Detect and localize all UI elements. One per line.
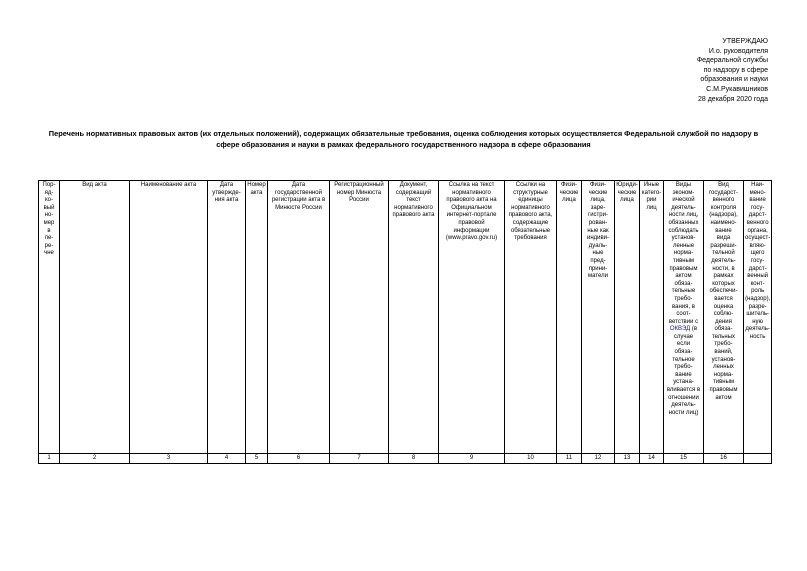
okved-link[interactable]: ОКВЭД xyxy=(669,326,691,333)
column-number: 12 xyxy=(582,454,615,464)
column-number: 14 xyxy=(640,454,664,464)
column-number: 15 xyxy=(664,454,704,464)
approval-line: образования и науки xyxy=(700,76,768,84)
col-header-registration-number: Регистрационный номер Минюста России xyxy=(330,181,389,454)
column-number: 1 xyxy=(39,454,60,464)
col-header-act-type: Вид акта xyxy=(60,181,130,454)
col-header-order-number: Пор- яд- ко- вый но- мер в пе- ре- чне xyxy=(39,181,60,454)
col-header-act-name: Наименование акта xyxy=(130,181,208,454)
approval-date: 28 декабря 2020 года xyxy=(697,95,768,103)
col-header-document: Документ, содержащий текст нормативного правового акта xyxy=(389,181,439,454)
approval-block xyxy=(598,37,768,104)
column-number: 16 xyxy=(704,454,744,464)
column-number: 9 xyxy=(439,454,505,464)
col-header-portal-link: Ссылка на текст нормативного правового акта на Официальном интернет-портале правовой информации (www.pravo.gov.ru) xyxy=(439,181,505,454)
column-number: 7 xyxy=(330,454,389,464)
col-header-individuals: Физи- ческие лица xyxy=(557,181,582,454)
column-number: 5 xyxy=(246,454,268,464)
col-header-act-number: Номер акта xyxy=(246,181,268,454)
column-number: 6 xyxy=(268,454,330,464)
column-number: 11 xyxy=(557,454,582,464)
approval-line: УТВЕРЖДАЮ xyxy=(722,38,768,45)
col-header-control-type: Вид государст- венного контроля (надзора), наимено- вание вида разреши- тельной деятель- ности, в рамках которых обеспечи- вается оценка соблю- дения обяза- тельных требо- ваний, установ- ленных норма- тивным правовым актом xyxy=(704,181,744,454)
col-header-approval-date: Дата утвержде- ния акта xyxy=(208,181,246,454)
col-header-activity-types: Виды эконом- ической деятель- ности лиц, обязанных соблюдать установ- ленные норма- тивным правовым актом обяза- тельные требо- вания, в соот- ветствии с ОКВЭД (в случае если обяза- тельное требо- вание устана- вливается в отношении деятель- ности лиц) xyxy=(664,181,704,454)
column-number xyxy=(744,454,772,464)
col-header-structural-units: Ссылки на структурные единицы нормативного правового акта, содержащие обязательные требования xyxy=(505,181,557,454)
register-table xyxy=(38,180,772,464)
column-numbers-row xyxy=(39,454,772,464)
col-header-registration-date: Дата государственной регистрации акта в Минюсте России xyxy=(268,181,330,454)
column-number: 2 xyxy=(60,454,130,464)
column-number: 4 xyxy=(208,454,246,464)
approval-line: И.о. руководителя xyxy=(708,47,768,55)
col-header-entrepreneurs: Физи- ческие лица, заре- гистри- рован- ные как индиви- дуаль- ные пред- прини- матели xyxy=(582,181,615,454)
header-row xyxy=(39,181,772,454)
column-number: 10 xyxy=(505,454,557,464)
col-header-other-categories: Иные катего- рии лиц xyxy=(640,181,664,454)
column-number: 8 xyxy=(389,454,439,464)
column-number: 13 xyxy=(615,454,640,464)
column-number: 3 xyxy=(130,454,208,464)
approval-signatory: С.М.Рукавишников xyxy=(706,85,768,93)
col-header-authority-name: Наи- мено- вание госу- дарст- венного органа, осущест- вляю- щего госу- дарст- венный конт- роль (надзор), разре- шитель- ную деятель- ность xyxy=(744,181,772,454)
document-title: Перечень нормативных правовых актов (их отдельных положений), содержащих обязательные требования, оценка соблюдения которых осуществляется Федеральной службой по надзору в сфере образования и науки в рамках федерального государственного надзора в сфере образования xyxy=(48,129,759,149)
approval-line: Федеральной службы xyxy=(696,57,768,65)
col-header-legal-entities: Юриди- ческие лица xyxy=(615,181,640,454)
approval-line: по надзору в сфере xyxy=(703,66,768,74)
